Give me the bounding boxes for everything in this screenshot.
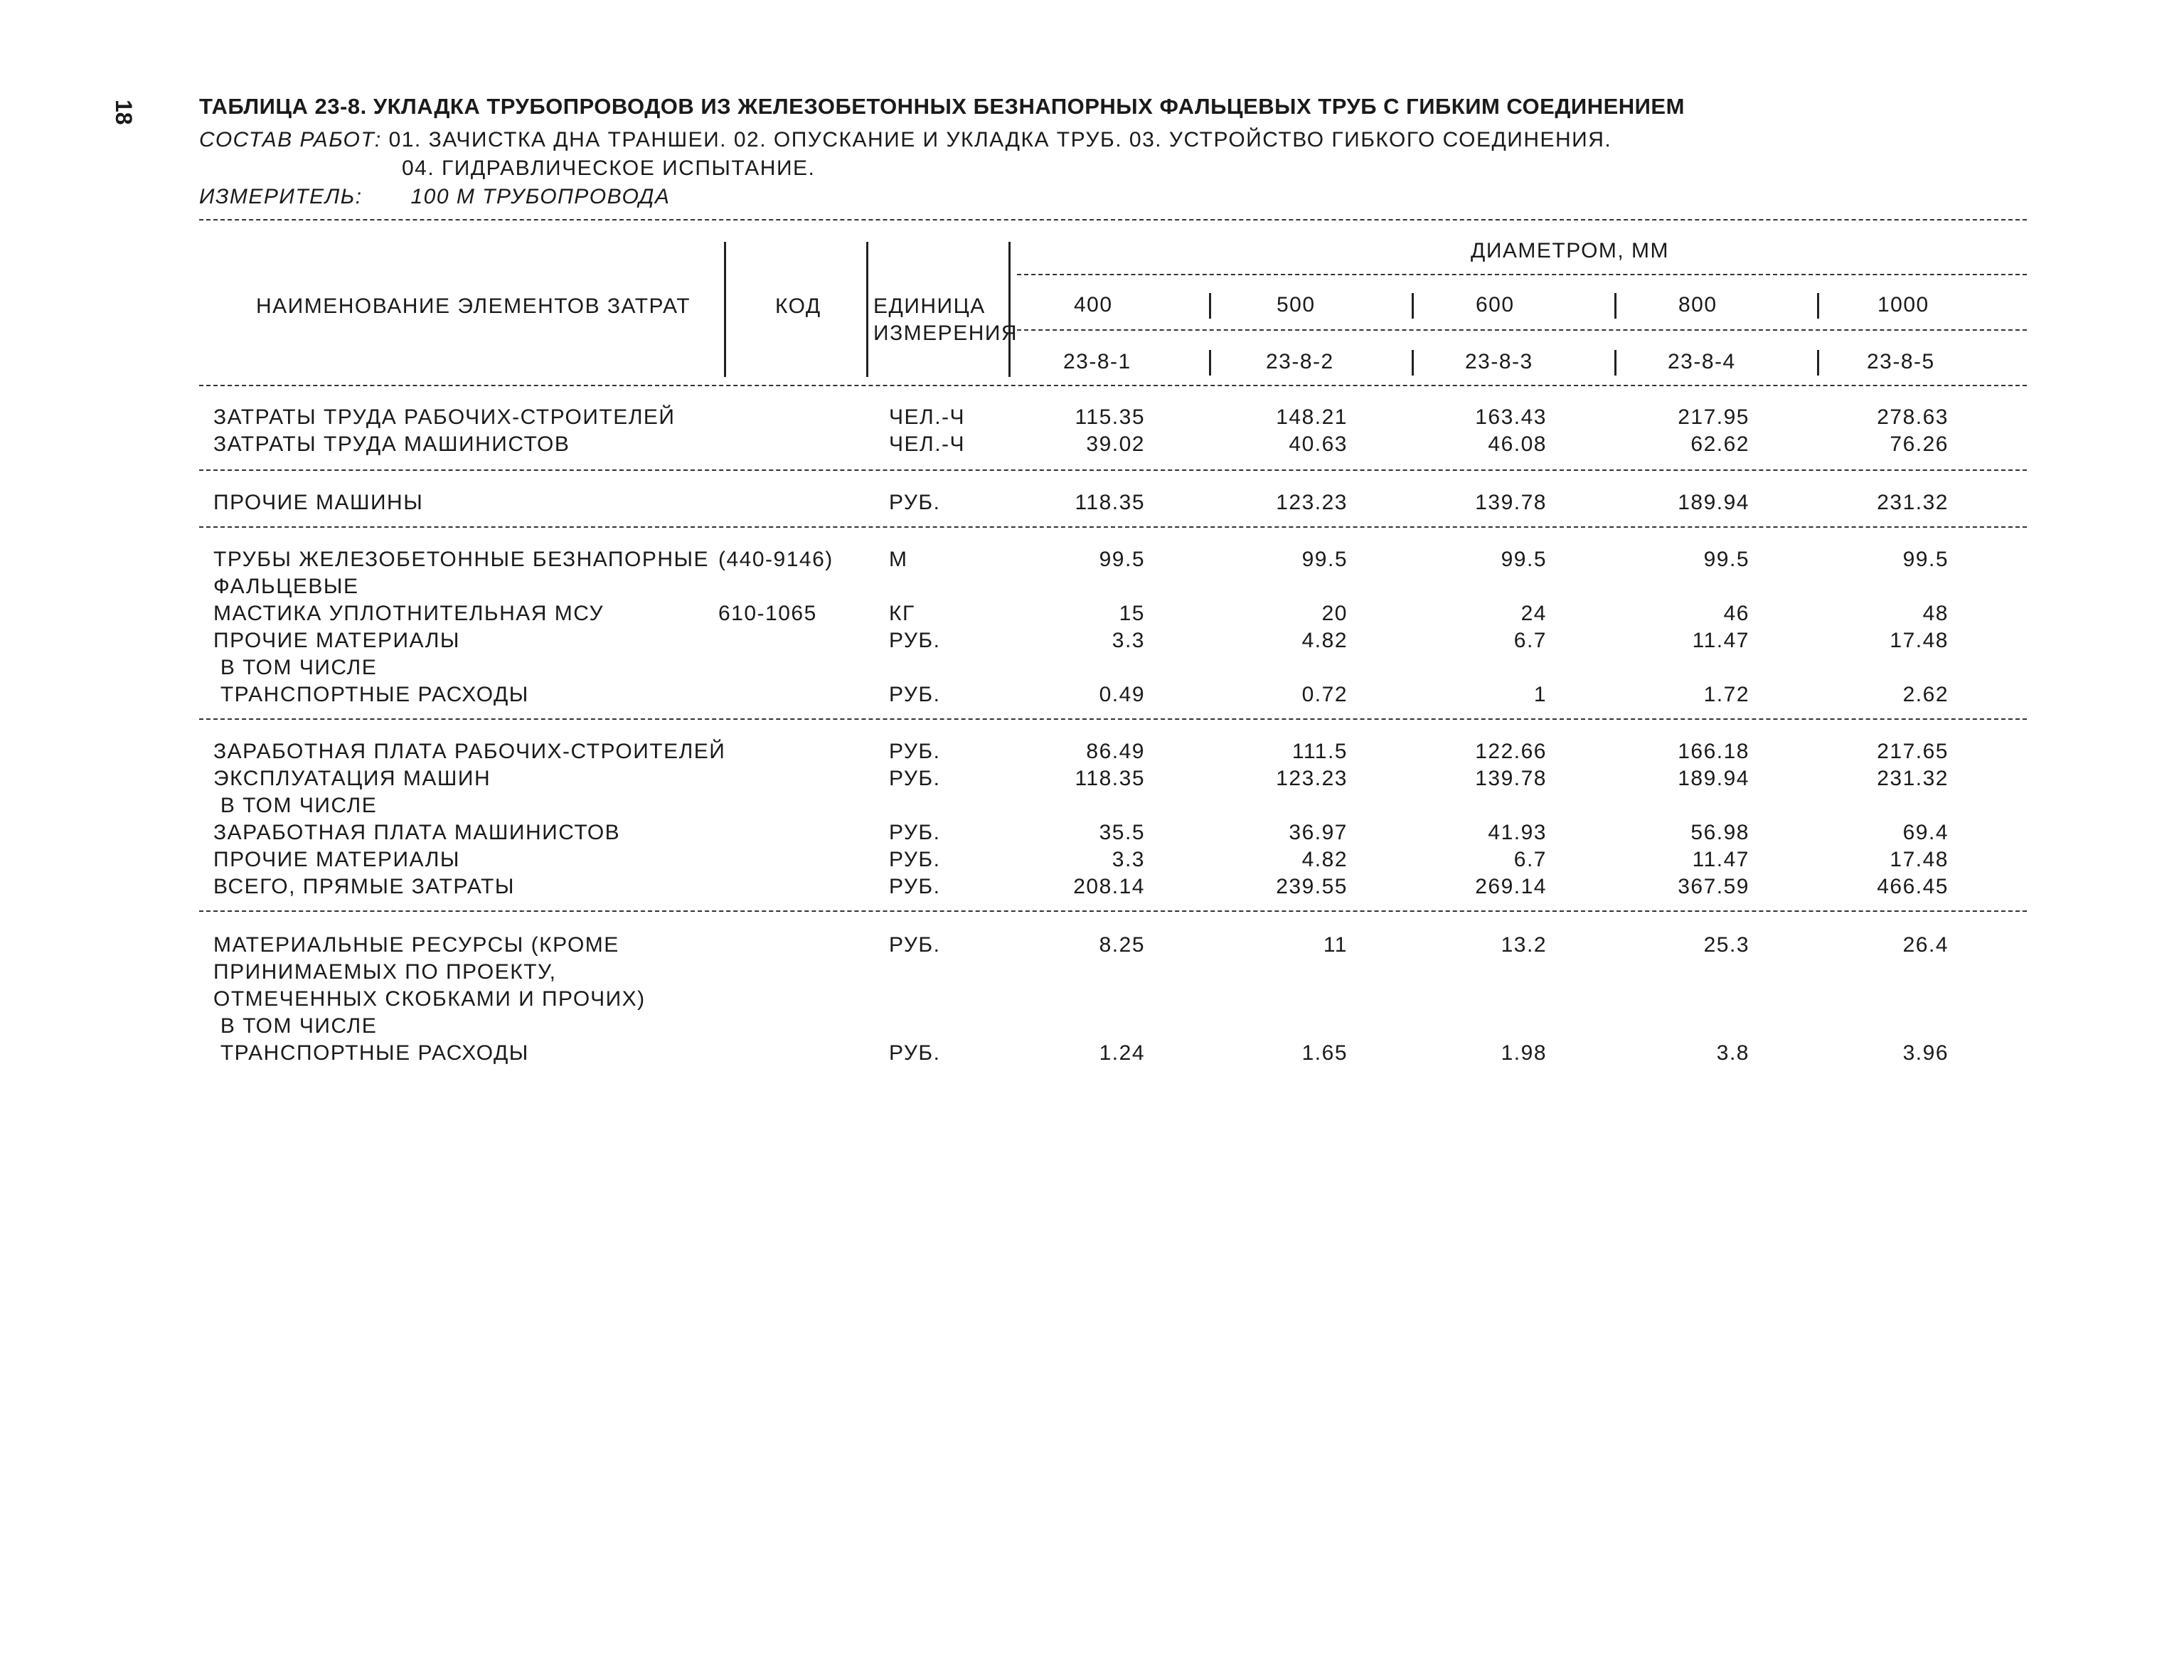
row-value: 13.2 (1501, 933, 1547, 957)
row-unit: РУБ. (889, 491, 941, 514)
row-value: 189.94 (1678, 767, 1749, 790)
row-name: В ТОМ ЧИСЛЕ (213, 656, 378, 679)
row-value: 367.59 (1678, 875, 1749, 898)
row-value: 24 (1520, 602, 1547, 625)
diameter-cell: 1000 (1877, 293, 1929, 317)
row-code: 610-1065 (718, 602, 817, 625)
row-name: ПРОЧИЕ МАТЕРИАЛЫ (213, 629, 460, 652)
row-value: 217.95 (1678, 405, 1749, 429)
row-value: 139.78 (1475, 491, 1547, 514)
header-bottom-rule (199, 385, 2027, 386)
row-value: 123.23 (1276, 491, 1348, 514)
row-value: 35.5 (1099, 821, 1145, 844)
row-value: 41.93 (1488, 821, 1547, 844)
code-cell: 23-8-4 (1668, 350, 1736, 373)
row-unit: РУБ. (889, 821, 941, 844)
row-unit: РУБ. (889, 848, 941, 871)
row-value: 15 (1119, 602, 1145, 625)
col-divider (1817, 350, 1819, 376)
row-name: ЗАРАБОТНАЯ ПЛАТА РАБОЧИХ-СТРОИТЕЛЕЙ (213, 740, 726, 763)
col-divider (1209, 350, 1211, 376)
code-cell: 23-8-3 (1465, 350, 1533, 373)
row-value: 111.5 (1291, 740, 1348, 763)
row-value: 4.82 (1301, 629, 1348, 652)
row-value: 269.14 (1475, 875, 1547, 898)
row-value: 6.7 (1513, 629, 1547, 652)
row-name: ЭКСПЛУАТАЦИЯ МАШИН (213, 767, 491, 790)
col-divider (1008, 242, 1011, 377)
row-value: 39.02 (1086, 432, 1145, 456)
row-value: 86.49 (1086, 740, 1145, 763)
row-value: 118.35 (1075, 767, 1145, 790)
row-value: 278.63 (1877, 405, 1949, 429)
row-value: 166.18 (1678, 740, 1749, 763)
row-unit: КГ (889, 602, 915, 625)
row-value: 231.32 (1877, 491, 1949, 514)
row-value: 26.4 (1902, 933, 1949, 957)
row-value: 1 (1533, 683, 1547, 706)
row-value: 118.35 (1075, 491, 1145, 514)
row-unit: М (889, 548, 908, 571)
col-divider (1412, 350, 1414, 376)
row-value: 466.45 (1877, 875, 1949, 898)
row-unit: РУБ. (889, 740, 941, 763)
row-value: 56.98 (1690, 821, 1749, 844)
row-value: 11.47 (1692, 629, 1749, 652)
diameter-cell: 400 (1074, 293, 1113, 317)
col-divider (1817, 293, 1819, 319)
row-group-rule (199, 718, 2027, 720)
diameter-cell: 600 (1476, 293, 1515, 317)
row-unit: РУБ. (889, 683, 941, 706)
composition-label: СОСТАВ РАБОТ: (199, 128, 382, 151)
col-divider (724, 242, 726, 377)
row-value: 36.97 (1289, 821, 1348, 844)
measure-label: ИЗМЕРИТЕЛЬ: (199, 185, 363, 208)
row-value: 40.63 (1289, 432, 1348, 456)
row-name: ЗАРАБОТНАЯ ПЛАТА МАШИНИСТОВ (213, 821, 621, 844)
row-value: 8.25 (1099, 933, 1145, 957)
code-cell: 23-8-2 (1266, 350, 1334, 373)
row-value: 99.5 (1301, 548, 1348, 571)
row-unit: РУБ. (889, 629, 941, 652)
header-name: НАИМЕНОВАНИЕ ЭЛЕМЕНТОВ ЗАТРАТ (256, 294, 691, 318)
measure-line (199, 185, 670, 209)
row-value: 3.3 (1112, 629, 1145, 652)
diameter-cell: 800 (1678, 293, 1717, 317)
composition-text-2: 04. ГИДРАВЛИЧЕСКОЕ ИСПЫТАНИЕ. (402, 156, 816, 180)
row-name: В ТОМ ЧИСЛЕ (213, 1014, 378, 1038)
row-value: 122.66 (1475, 740, 1547, 763)
row-unit: РУБ. (889, 1041, 941, 1065)
row-name: ЗАТРАТЫ ТРУДА МАШИНИСТОВ (213, 432, 570, 456)
row-value: 46.08 (1488, 432, 1547, 456)
row-name: МАТЕРИАЛЬНЫЕ РЕСУРСЫ (КРОМЕ (213, 933, 619, 957)
row-value: 4.82 (1301, 848, 1348, 871)
row-value: 123.23 (1276, 767, 1348, 790)
row-value: 239.55 (1276, 875, 1348, 898)
row-value: 1.65 (1301, 1041, 1348, 1065)
row-name: ТРАНСПОРТНЫЕ РАСХОДЫ (213, 1041, 529, 1065)
row-value: 6.7 (1513, 848, 1547, 871)
row-value: 231.32 (1877, 767, 1949, 790)
row-value: 1.24 (1099, 1041, 1145, 1065)
col-divider (1614, 293, 1616, 319)
row-value: 208.14 (1073, 875, 1145, 898)
row-value: 11 (1323, 933, 1348, 957)
row-value: 189.94 (1678, 491, 1749, 514)
row-value: 0.49 (1099, 683, 1145, 706)
row-name: ПРОЧИЕ МАШИНЫ (213, 491, 424, 514)
col-divider (866, 242, 868, 377)
row-value: 46 (1723, 602, 1749, 625)
row-unit: РУБ. (889, 933, 941, 957)
header-code: КОД (775, 294, 821, 318)
row-value: 25.3 (1703, 933, 1749, 957)
row-unit: ЧЕЛ.-Ч (889, 405, 966, 429)
row-name: ФАЛЬЦЕВЫЕ (213, 575, 359, 598)
col-divider (1209, 293, 1211, 319)
row-value: 99.5 (1099, 548, 1145, 571)
col-divider (1614, 350, 1616, 376)
row-unit: ЧЕЛ.-Ч (889, 432, 966, 456)
row-name: ТРУБЫ ЖЕЛЕЗОБЕТОННЫЕ БЕЗНАПОРНЫЕ (213, 548, 710, 571)
code-rule (1017, 329, 2027, 331)
header-top-rule (199, 219, 2027, 220)
row-value: 17.48 (1890, 848, 1949, 871)
row-code: (440-9146) (718, 548, 833, 571)
composition-text-1: 01. ЗАЧИСТКА ДНА ТРАНШЕИ. 02. ОПУСКАНИЕ И УКЛАДКА ТРУБ. 03. УСТРОЙСТВО ГИБКОГО СОЕДИНЕНИЯ. (388, 128, 1612, 151)
row-value: 11.47 (1692, 848, 1749, 871)
row-value: 20 (1321, 602, 1348, 625)
row-value: 76.26 (1890, 432, 1949, 456)
header-diameter: ДИАМЕТРОМ, ММ (1471, 239, 1670, 262)
row-name: В ТОМ ЧИСЛЕ (213, 794, 378, 817)
page-number: 18 (111, 100, 137, 125)
row-value: 217.65 (1877, 740, 1949, 763)
row-value: 69.4 (1902, 821, 1949, 844)
row-unit: РУБ. (889, 767, 941, 790)
row-name: ТРАНСПОРТНЫЕ РАСХОДЫ (213, 683, 529, 706)
row-name: ОТМЕЧЕННЫХ СКОБКАМИ И ПРОЧИХ) (213, 987, 646, 1011)
row-value: 0.72 (1301, 683, 1348, 706)
header-unit-2: ИЗМЕРЕНИЯ (873, 321, 1018, 345)
col-divider (1412, 293, 1414, 319)
table-title: ТАБЛИЦА 23-8. УКЛАДКА ТРУБОПРОВОДОВ ИЗ ЖЕЛЕЗОБЕТОННЫХ БЕЗНАПОРНЫХ ФАЛЬЦЕВЫХ ТРУБ С ГИБКИМ СОЕДИНЕНИЕМ (199, 94, 1685, 119)
row-value: 3.3 (1112, 848, 1145, 871)
row-group-rule (199, 910, 2027, 912)
row-value: 139.78 (1475, 767, 1547, 790)
code-cell: 23-8-5 (1867, 350, 1935, 373)
measure-value: 100 М ТРУБОПРОВОДА (410, 185, 671, 208)
row-group-rule (199, 526, 2027, 528)
row-name: МАСТИКА УПЛОТНИТЕЛЬНАЯ МСУ (213, 602, 604, 625)
row-value: 62.62 (1690, 432, 1749, 456)
row-value: 2.62 (1902, 683, 1949, 706)
row-value: 163.43 (1475, 405, 1547, 429)
row-name: ПРИНИМАЕМЫХ ПО ПРОЕКТУ, (213, 960, 557, 984)
row-unit: РУБ. (889, 875, 941, 898)
row-value: 1.98 (1501, 1041, 1547, 1065)
row-name: ПРОЧИЕ МАТЕРИАЛЫ (213, 848, 460, 871)
diameter-rule (1017, 274, 2027, 275)
row-value: 1.72 (1703, 683, 1749, 706)
row-value: 3.96 (1902, 1041, 1949, 1065)
row-value: 148.21 (1276, 405, 1348, 429)
header-unit-1: ЕДИНИЦА (873, 294, 986, 318)
row-value: 99.5 (1703, 548, 1749, 571)
composition-line-1 (199, 128, 1612, 152)
diameter-cell: 500 (1277, 293, 1316, 317)
row-value: 99.5 (1501, 548, 1547, 571)
row-value: 3.8 (1716, 1041, 1749, 1065)
row-name: ВСЕГО, ПРЯМЫЕ ЗАТРАТЫ (213, 875, 515, 898)
row-value: 17.48 (1890, 629, 1949, 652)
row-value: 99.5 (1902, 548, 1949, 571)
row-group-rule (199, 469, 2027, 471)
code-cell: 23-8-1 (1063, 350, 1131, 373)
row-name: ЗАТРАТЫ ТРУДА РАБОЧИХ-СТРОИТЕЛЕЙ (213, 405, 676, 429)
row-value: 115.35 (1075, 405, 1145, 429)
row-value: 48 (1922, 602, 1949, 625)
